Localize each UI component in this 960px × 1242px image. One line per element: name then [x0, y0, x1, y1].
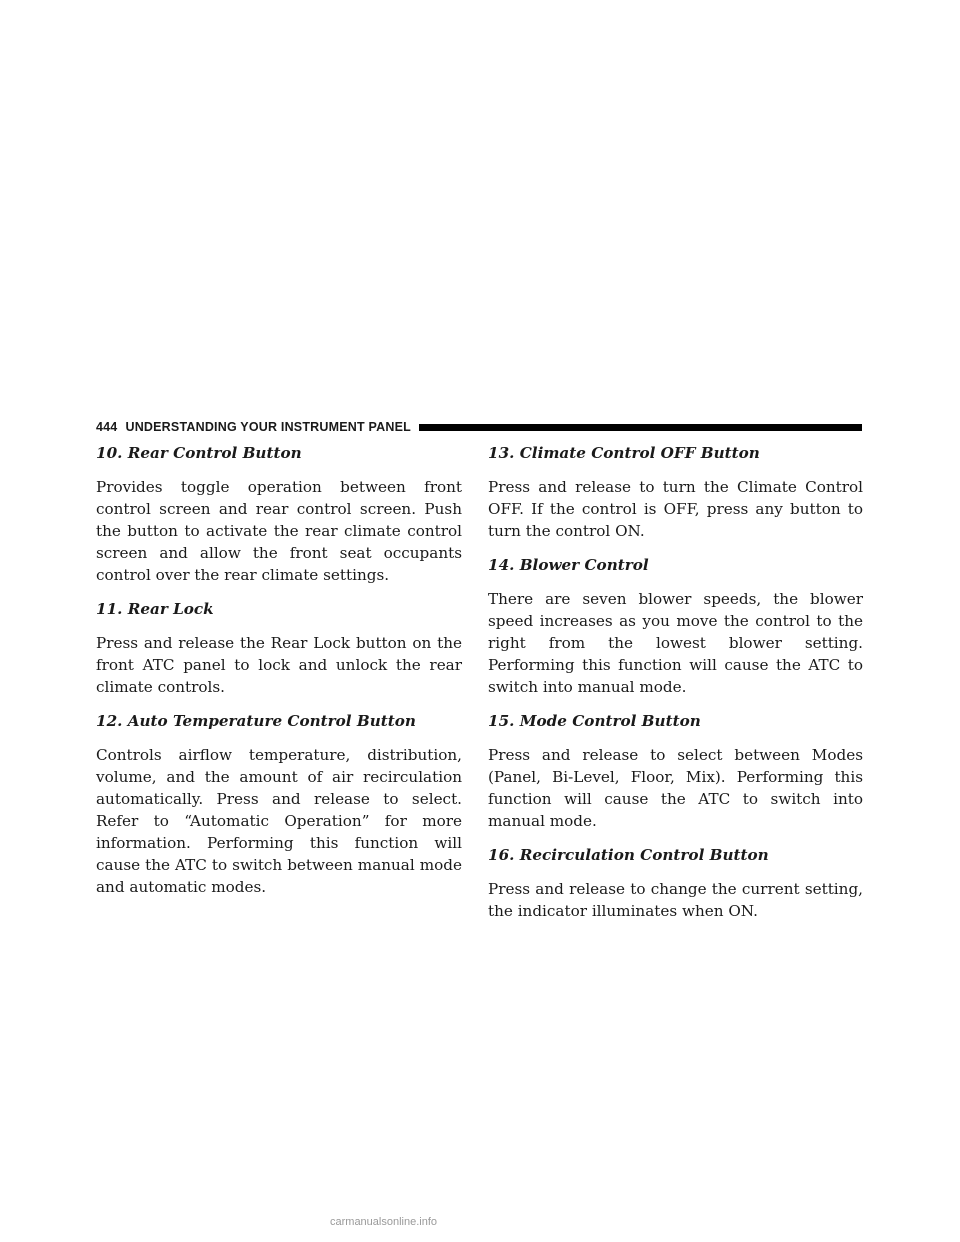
- item-body: Provides toggle operation between front control screen and rear control screen. Push the button to activate the rear climate control screen and allow the front seat occupants control over the rear climate settings.: [96, 478, 462, 584]
- item-body: Press and release to change the current setting, the indicator illuminates when ON.: [488, 880, 863, 920]
- header-rule: [419, 424, 862, 431]
- item-rear-lock: [96, 598, 462, 698]
- item-blower-control: [488, 554, 863, 698]
- item-recirculation-control-button: [488, 844, 863, 922]
- item-heading: 14. Blower Control: [488, 556, 649, 574]
- item-body: Press and release to select between Modes (Panel, Bi-Level, Floor, Mix). Performing this function will cause the ATC to switch into manual mode.: [488, 746, 863, 830]
- item-body: There are seven blower speeds, the blower speed increases as you move the control to the right from the lowest blower setting. Performing this function will cause the ATC to switch into manual mode.: [488, 590, 863, 696]
- item-heading: 15. Mode Control Button: [488, 712, 701, 730]
- watermark-link[interactable]: carmanualsonline.info: [330, 1216, 438, 1228]
- item-rear-control-button: [96, 442, 462, 586]
- left-column: [96, 442, 462, 910]
- page-number: 444: [96, 420, 118, 434]
- page-header: [96, 418, 862, 436]
- item-heading: 12. Auto Temperature Control Button: [96, 712, 416, 730]
- section-title: UNDERSTANDING YOUR INSTRUMENT PANEL: [125, 420, 411, 434]
- item-body: Press and release the Rear Lock button on the front ATC panel to lock and unlock the rear climate controls.: [96, 634, 462, 696]
- item-climate-control-off-button: [488, 442, 863, 542]
- item-heading: 13. Climate Control OFF Button: [488, 444, 760, 462]
- item-mode-control-button: [488, 710, 863, 832]
- item-heading: 11. Rear Lock: [96, 600, 214, 618]
- item-heading: 16. Recirculation Control Button: [488, 846, 769, 864]
- item-body: Controls airflow temperature, distribution, volume, and the amount of air recirculation automatically. Press and release to select. Refer to “Automatic Operation” for more information. Performing this function will cause the ATC to switch between manual mode and automatic modes.: [96, 746, 462, 896]
- right-column: [488, 442, 863, 934]
- item-auto-temperature-control-button: [96, 710, 462, 898]
- item-heading: 10. Rear Control Button: [96, 444, 302, 462]
- item-body: Press and release to turn the Climate Control OFF. If the control is OFF, press any button to turn the control ON.: [488, 478, 863, 540]
